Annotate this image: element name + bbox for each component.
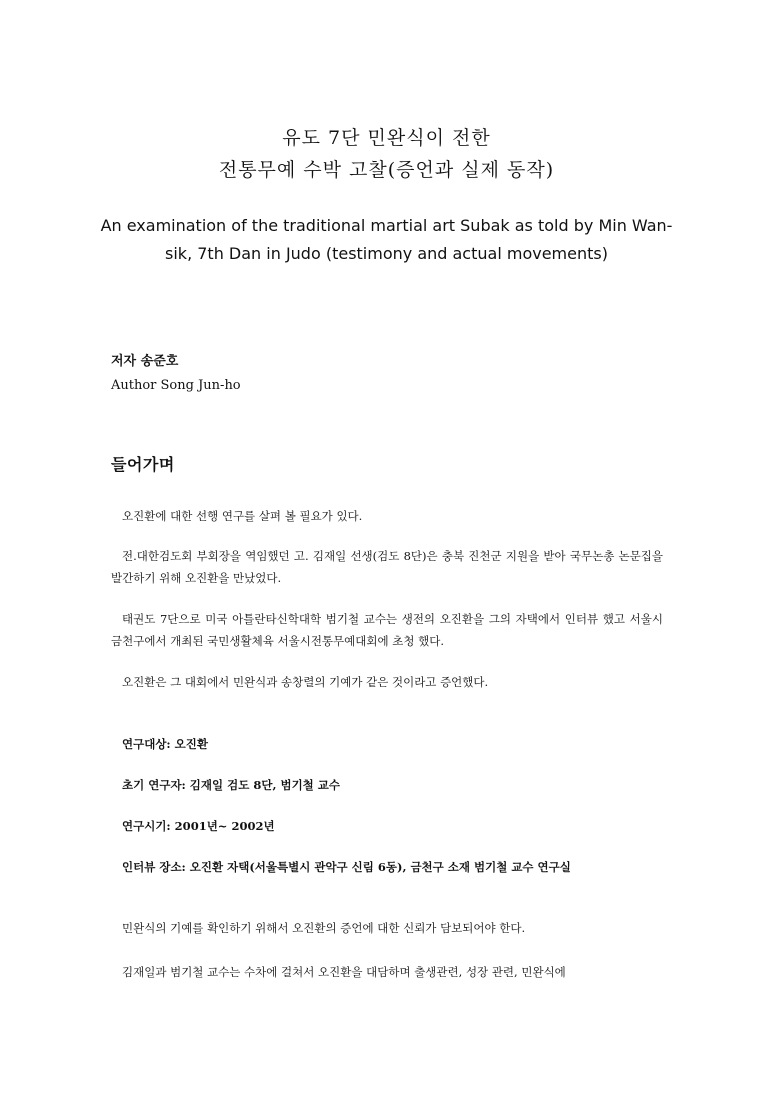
document-title: [0, 122, 773, 186]
closing-paragraph-1: 민완식의 기예를 확인하기 위해서 오진환의 증언에 대한 신뢰가 담보되어야 한다.: [122, 921, 526, 935]
author-korean: 저자 송준호: [111, 354, 179, 369]
research-location: 인터뷰 장소: 오진환 자택(서울특별시 관악구 신림 6동), 금천구 소재 범기철 교수 연구실: [122, 860, 571, 874]
research-subject: 연구대상: 오진환: [122, 737, 209, 751]
paragraph-4: 오진환은 그 대회에서 민완식과 송창렬의 기예가 같은 것이라고 증언했다.: [122, 675, 489, 689]
paragraph-3: 태권도 7단으로 미국 아틀란타신학대학 범기철 교수는 생전의 오진환을 그의 자택에서 인터뷰 했고 서울시 금천구에서 개최된 국민생활체육 서울시전통무예대회에 초청 했다.: [111, 612, 663, 648]
author-block: [111, 350, 241, 398]
section-heading: 들어가며: [111, 455, 175, 474]
paragraph-2: 전.대한검도회 부회장을 역임했던 고. 김재일 선생(검도 8단)은 충북 진천군 지원을 받아 국무논총 논문집을 발간하기 위해 오진환을 만났었다.: [111, 549, 663, 585]
research-period: 연구시기: 2001년~ 2002년: [122, 819, 275, 833]
title-line-1: 유도 7단 민완식이 전한: [282, 127, 491, 149]
paragraph-1: 오진환에 대한 선행 연구를 살펴 볼 필요가 있다.: [122, 509, 363, 523]
author-english: Author Song Jun-ho: [111, 378, 241, 393]
closing-paragraph-2: 김재일과 범기철 교수는 수차에 걸쳐서 오진환을 대담하며 출생관련, 성장 관련, 민완식에: [122, 965, 566, 979]
research-researchers: 초기 연구자: 김재일 검도 8단, 범기철 교수: [122, 778, 341, 792]
english-title: An examination of the traditional martial art Subak as told by Min Wan-sik, 7th Dan in Judo (testimony and actual movements): [100, 216, 673, 263]
title-line-2: 전통무예 수박 고찰(증언과 실제 동작): [218, 159, 555, 181]
